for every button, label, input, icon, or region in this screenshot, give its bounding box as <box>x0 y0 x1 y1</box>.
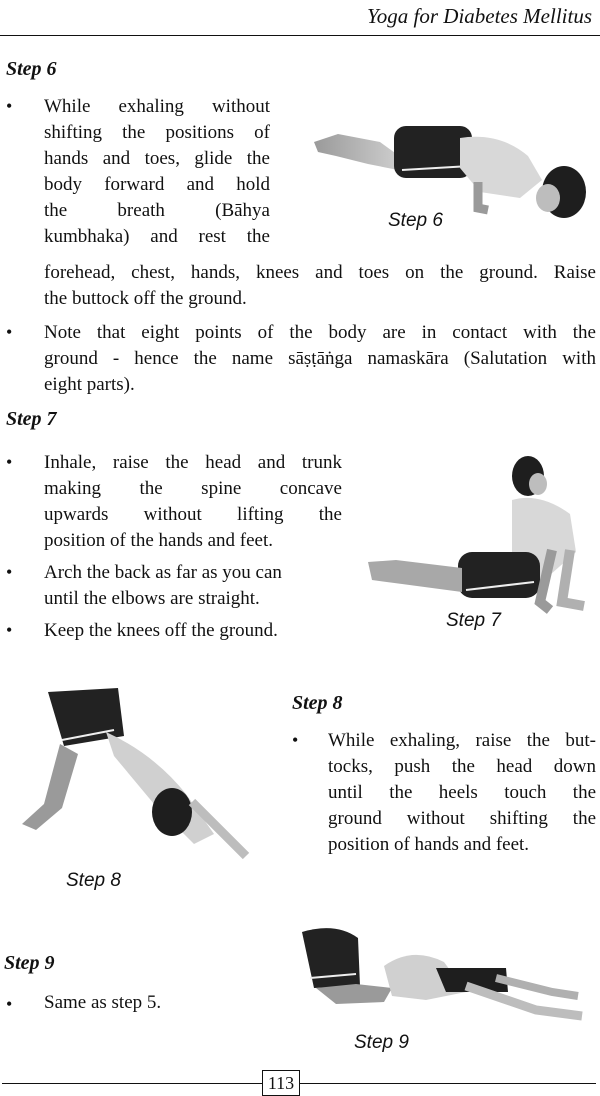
text-line: hands and toes, glide the <box>44 148 270 169</box>
step-7-heading: Step 7 <box>6 408 57 430</box>
bullet-mark: • <box>6 322 13 342</box>
text-line: While exhaling, raise the but- <box>328 730 596 751</box>
bullet-mark: • <box>6 994 13 1014</box>
step-6-heading: Step 6 <box>6 58 57 80</box>
text-line: until the elbows are straight. <box>44 588 260 609</box>
step-7-photo <box>362 452 594 632</box>
step-6-text-wide <box>44 260 596 312</box>
bullet-mark: • <box>6 452 13 472</box>
step-6-caption: Step 6 <box>388 210 443 231</box>
text-line: Arch the back as far as you can <box>44 562 282 583</box>
page-number: 113 <box>262 1070 300 1096</box>
running-header-title: Yoga for Diabetes Mellitus <box>367 4 592 28</box>
footer-rule-right <box>300 1083 596 1084</box>
text-line: While exhaling without <box>44 96 270 117</box>
step-8-caption: Step 8 <box>66 870 121 891</box>
header-rule <box>0 35 600 36</box>
text-line: kumbhaka) and rest the <box>44 226 270 247</box>
text-line: tocks, push the head down <box>328 756 596 777</box>
step-9-heading: Step 9 <box>4 952 55 974</box>
text-line: ground without shifting the <box>328 808 596 829</box>
step-9-photo <box>296 922 586 1026</box>
step-6-text-narrow <box>44 94 270 250</box>
text-line: Keep the knees off the ground. <box>44 620 278 641</box>
step-8-heading: Step 8 <box>292 692 343 714</box>
text-line: making the spine concave <box>44 478 342 499</box>
step-7-bullet-3 <box>44 618 342 644</box>
text-line: eight parts). <box>44 374 135 395</box>
step-8-photo <box>14 684 250 864</box>
text-line: the breath (Bāhya <box>44 200 270 221</box>
step-6-note <box>44 320 596 398</box>
text-line: Inhale, raise the head and trunk <box>44 452 342 473</box>
step-7-bullet-2 <box>44 560 342 612</box>
bullet-mark: • <box>6 620 13 640</box>
text-line: ground - hence the name sāṣṭāṅga namaskāra (Salutation with <box>44 348 596 369</box>
bullet-mark: • <box>6 562 13 582</box>
text-line: Same as step 5. <box>44 992 162 1013</box>
footer-rule-left <box>2 1083 262 1084</box>
step-9-text <box>44 990 244 1016</box>
text-line: Note that eight points of the body are in contact with the <box>44 322 596 343</box>
text-line: upwards without lifting the <box>44 504 342 525</box>
step-6-photo <box>310 112 595 227</box>
text-line: body forward and hold <box>44 174 270 195</box>
text-line: forehead, chest, hands, knees and toes on the ground. Raise <box>44 262 596 283</box>
step-7-caption: Step 7 <box>446 610 501 631</box>
step-9-caption: Step 9 <box>354 1032 409 1053</box>
step-8-text <box>328 728 596 858</box>
text-line: shifting the positions of <box>44 122 270 143</box>
text-line: position of hands and feet. <box>328 834 530 855</box>
bullet-mark: • <box>6 96 13 116</box>
step-7-bullet-1 <box>44 450 342 554</box>
text-line: position of the hands and feet. <box>44 530 274 551</box>
text-line: the buttock off the ground. <box>44 288 247 309</box>
text-line: until the heels touch the <box>328 782 596 803</box>
bullet-mark: • <box>292 730 299 750</box>
